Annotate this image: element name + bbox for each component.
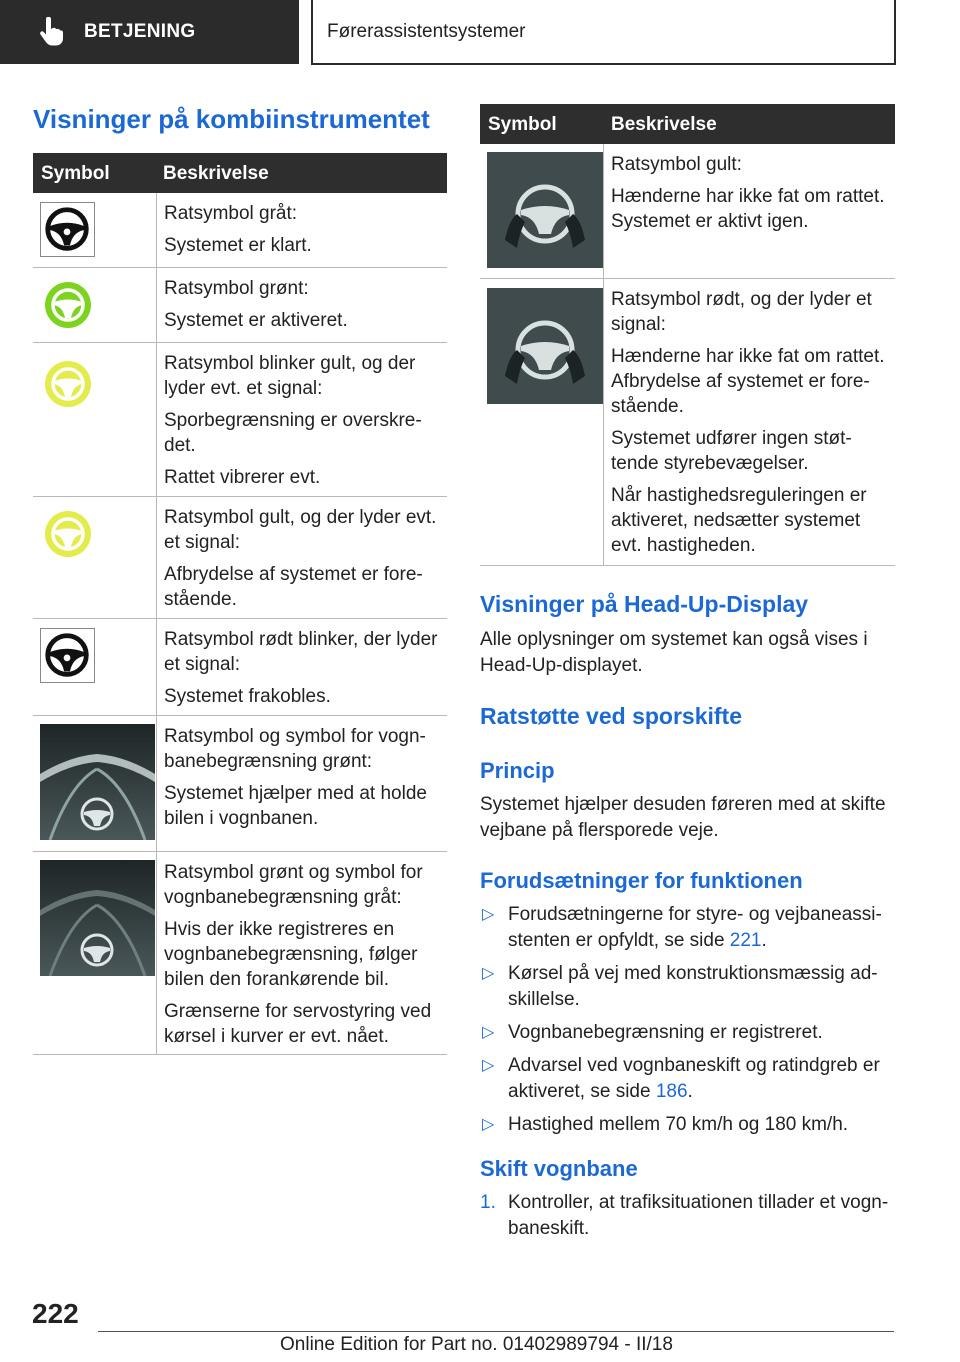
principle-heading: Princip	[480, 758, 555, 783]
col-symbol: Symbol	[488, 114, 557, 135]
row-text: Hvis der ikke registreres en vognbanebegrænsning, følger bilen den forankørende bil.	[164, 919, 418, 990]
triangle-bullet-icon: ▷	[482, 1057, 495, 1074]
triangle-bullet-icon: ▷	[482, 906, 495, 923]
row-text: Rattet vibrerer evt.	[164, 467, 321, 488]
footer-edition: Online Edition for Part no. 01402989794 - II/18	[280, 1334, 673, 1355]
steering-wheel-green-icon	[43, 280, 93, 330]
row-text: Ratsymbol blinker gult, og der lyder evt. et signal:	[164, 353, 416, 399]
triangle-bullet-icon: ▷	[482, 1116, 495, 1133]
page-number: 222	[32, 1298, 79, 1329]
step-item	[480, 1190, 895, 1242]
column-divider	[603, 144, 604, 566]
row-text: Ratsymbol gult:	[611, 154, 742, 175]
row-text: Systemet udfører ingen støt-tende styrebevægelser.	[611, 428, 852, 474]
row-text: Sporbegrænsning er overskre-det.	[164, 410, 422, 456]
list-item: ▷ Forudsætningerne for styre- og vejbaneassi-stenten er opfyldt, se side 221.	[482, 904, 882, 951]
row-text: Systemet er aktiveret.	[164, 310, 348, 331]
col-desc: Beskrivelse	[611, 114, 717, 135]
hud-heading: Visninger på Head-Up-Display	[480, 591, 809, 617]
triangle-bullet-icon: ▷	[482, 965, 495, 982]
list-item: ▷ Vognbanebegrænsning er registreret.	[480, 1020, 895, 1046]
requirements-heading: Forudsætninger for funktionen	[480, 868, 803, 893]
row-text: Systemet frakobles.	[164, 686, 331, 707]
table-row	[33, 497, 447, 619]
row-text: Ratsymbol rødt blinker, der lyder et signal:	[164, 629, 438, 675]
step-number: 1.	[480, 1192, 496, 1213]
table-row	[33, 716, 447, 852]
table-row	[33, 619, 447, 716]
row-text: Hænderne har ikke fat om rattet. Afbrydelse af systemet er fore-stående.	[611, 346, 885, 417]
column-divider	[156, 193, 157, 1055]
hand-icon	[38, 17, 64, 47]
col-symbol: Symbol	[41, 163, 110, 184]
steering-wheel-red-icon	[40, 628, 95, 683]
right-table-header	[480, 104, 895, 144]
row-text: Afbrydelse af systemet er fore-stående.	[164, 564, 423, 610]
row-text: Ratsymbol gult, og der lyder evt. et signal:	[164, 507, 437, 553]
table-row	[480, 279, 895, 566]
steering-wheel-gray-icon	[40, 202, 95, 257]
row-text: Systemet hjælper med at holde bilen i vognbanen.	[164, 783, 427, 829]
shift-lane-heading: Skift vognbane	[480, 1156, 638, 1181]
lane-change-heading: Ratstøtte ved sporskifte	[480, 703, 743, 729]
table-row	[33, 852, 447, 1055]
lane-assist-green-image	[40, 724, 155, 840]
chapter-title: Førerassistentsystemer	[327, 20, 526, 42]
row-text: Ratsymbol grønt og symbol for vognbanebegrænsning gråt:	[164, 862, 423, 908]
requirements-list	[480, 902, 895, 1145]
section-tab	[0, 0, 299, 64]
row-text: Ratsymbol rødt, og der lyder et signal:	[611, 289, 872, 335]
col-desc: Beskrivelse	[163, 163, 269, 184]
hud-text: Alle oplysninger om systemet kan også vises i Head-Up-displayet.	[480, 629, 868, 676]
step-text: Kontroller, at trafiksituationen tillader et vogn-baneskift.	[508, 1192, 889, 1239]
table-row	[33, 268, 447, 343]
row-text: Ratsymbol og symbol for vogn-banebegrænsning grønt:	[164, 726, 426, 772]
row-text: Grænserne for servostyring ved kørsel i kurver er evt. nået.	[164, 1001, 432, 1047]
page-link[interactable]: 186	[655, 1081, 688, 1102]
row-text: Ratsymbol gråt:	[164, 203, 298, 224]
steering-wheel-yellow-icon	[43, 509, 93, 559]
table-row	[480, 144, 895, 279]
list-item: ▷ Hastighed mellem 70 km/h og 180 km/h.	[480, 1112, 895, 1138]
left-heading: Visninger på kombiinstrumentet	[33, 104, 430, 134]
hands-off-yellow-image	[487, 152, 603, 268]
row-text: Når hastighedsreguleringen er aktiveret, nedsætter systemet evt. hastigheden.	[611, 485, 867, 556]
principle-text: Systemet hjælper desuden føreren med at skifte vejbane på flersporede veje.	[480, 794, 886, 841]
footer-divider	[98, 1331, 894, 1332]
lane-assist-gray-image	[40, 860, 155, 976]
table-row	[33, 193, 447, 268]
left-table-header	[33, 153, 447, 193]
row-text: Systemet er klart.	[164, 235, 312, 256]
list-item: ▷ Advarsel ved vognbaneskift og ratindgreb er aktiveret, se side 186.	[482, 1055, 880, 1102]
chapter-header	[311, 0, 896, 65]
row-text: Ratsymbol grønt:	[164, 278, 309, 299]
steering-wheel-yellow-icon	[43, 359, 93, 409]
hands-off-red-image	[487, 288, 603, 404]
row-text: Hænderne har ikke fat om rattet. Systemet er aktivt igen.	[611, 186, 885, 232]
list-item: ▷ Kørsel på vej med konstruktionsmæssig ad-skillelse.	[482, 963, 878, 1010]
section-label: BETJENING	[84, 21, 196, 42]
table-row	[33, 343, 447, 497]
triangle-bullet-icon: ▷	[482, 1024, 495, 1041]
page-link[interactable]: 221	[729, 930, 762, 951]
